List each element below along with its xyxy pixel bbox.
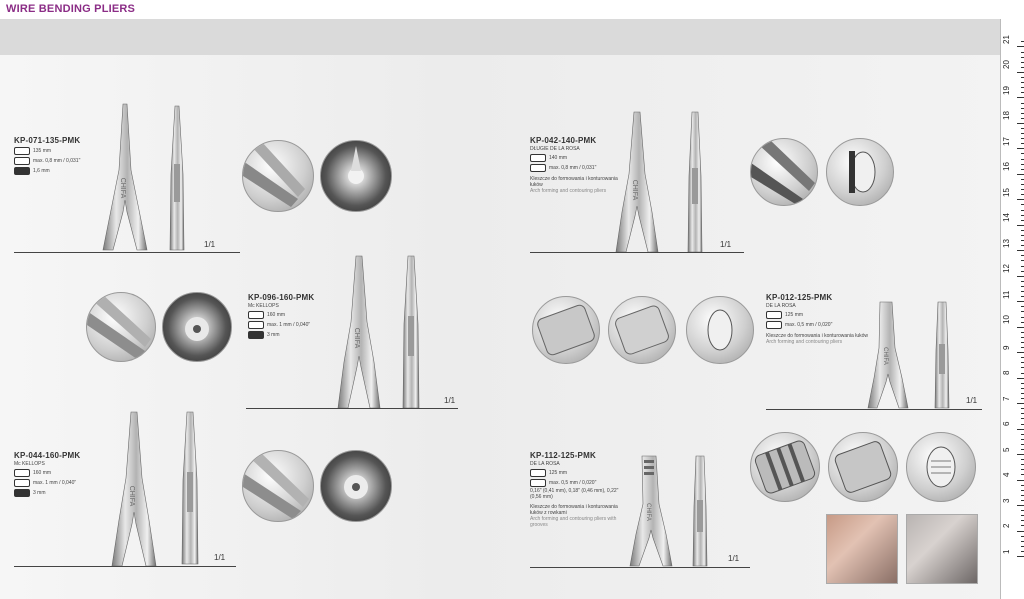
brand-mark: CHIFA [882, 347, 888, 365]
ruler-tick [1017, 403, 1024, 404]
description-pl: Kleszcze do formowania i konturowania łuków [766, 333, 868, 339]
brand-mark: CHIFA [645, 503, 651, 521]
ruler-label: 1 [1002, 549, 1011, 554]
plier-side-image [684, 110, 706, 254]
wire-icon [14, 157, 30, 165]
ruler-label: 17 [1002, 136, 1011, 146]
ruler-tick [1017, 72, 1024, 73]
scale-fraction: 1/1 [444, 396, 456, 405]
ruler-label: 10 [1002, 315, 1011, 325]
wire-icon [530, 479, 546, 487]
ruler-tick [1017, 480, 1024, 481]
tip-detail-image [532, 296, 600, 364]
ruler-tick [1017, 454, 1024, 455]
ruler-tick [1017, 352, 1024, 353]
ruler-tick [1017, 199, 1024, 200]
scale-fraction: 1/1 [966, 396, 978, 405]
tip-detail-image [86, 292, 156, 362]
description-pl: Kleszcze do formowania i konturowania łuków [530, 176, 618, 188]
ruler-tick [1017, 97, 1024, 98]
ruler-label: 4 [1002, 472, 1011, 478]
product-code: KP-042-140-PMK [530, 136, 597, 145]
product-kp-044 [14, 451, 114, 497]
product-kp-112 [530, 451, 630, 528]
wire-spec: max. 0,5 mm / 0,020" [530, 479, 630, 487]
ruler-tick [1017, 148, 1024, 149]
tip-side-detail-image [828, 432, 898, 502]
plier-side-image [166, 104, 188, 252]
ruler-tick [1017, 46, 1024, 47]
page-title: WIRE BENDING PLIERS [6, 3, 136, 15]
wire-spec: max. 0,8 mm / 0,031" [530, 164, 624, 172]
plier-side-image [932, 300, 952, 410]
wire-icon [248, 321, 264, 329]
header-band [0, 19, 1000, 55]
description-en: Arch forming and contouring pliers with grooves [530, 516, 617, 528]
length-spec: 160 mm [248, 311, 338, 319]
ruler-tick [1017, 531, 1024, 532]
ruler-label: 20 [1002, 60, 1011, 70]
product-subtitle: DE LA ROSA [530, 461, 560, 467]
scale-fraction: 1/1 [720, 240, 732, 249]
tip-detail-image [750, 138, 818, 206]
length-icon [766, 311, 782, 319]
ruler-label: 2 [1002, 523, 1011, 529]
divider-line [530, 252, 744, 253]
length-spec: 140 mm [530, 154, 624, 162]
divider-line [14, 566, 236, 567]
divider-line [766, 409, 982, 410]
ruler-tick [1017, 301, 1024, 302]
plier-front-image [608, 108, 666, 254]
length-icon [14, 147, 30, 155]
ruler-label: 19 [1002, 86, 1011, 95]
tip-diameter-icon [14, 489, 30, 497]
profile-detail-image [686, 296, 754, 364]
product-subtitle: DŁUGIE DE LA ROSA [530, 146, 580, 152]
length-spec: 125 mm [766, 311, 870, 319]
product-kp-096 [248, 293, 338, 339]
plier-front-image [864, 298, 912, 410]
ruler-tick [1017, 174, 1024, 175]
ruler-label: 21 [1002, 35, 1011, 44]
usage-photo [826, 514, 898, 584]
ruler-label: 15 [1002, 187, 1011, 197]
ruler-tick [1017, 429, 1024, 430]
description-en: Arch forming and contouring pliers [530, 188, 607, 194]
ruler-label: 16 [1002, 162, 1011, 172]
wire-spec: max. 1 mm / 0,040" [248, 321, 338, 329]
ruler-tick [1017, 556, 1024, 557]
ruler-label: 3 [1002, 498, 1011, 503]
wire-spec: max. 0,5 mm / 0,020" [766, 321, 870, 329]
ruler-label: 8 [1002, 370, 1011, 376]
wire-icon [14, 479, 30, 487]
ruler-tick [1017, 123, 1024, 124]
plier-side-image [178, 410, 202, 566]
ruler-label: 12 [1002, 264, 1011, 274]
length-icon [248, 311, 264, 319]
wire-icon [530, 164, 546, 172]
ruler-label: 14 [1002, 213, 1011, 223]
brand-mark: CHIFA [353, 327, 360, 349]
product-subtitle: Mc KELLOPS [14, 461, 45, 467]
length-spec: 125 mm [530, 469, 630, 477]
tip-detail-image [242, 450, 314, 522]
description-pl: Kleszcze do formowania i konturowania łuków z rowkami [530, 504, 618, 516]
brand-mark: CHIFA [128, 485, 135, 507]
length-spec: 135 mm [14, 147, 104, 155]
plier-front-image [330, 252, 388, 410]
wire-spec: max. 1 mm / 0,040" [14, 479, 114, 487]
tip-side-detail-image [608, 296, 676, 364]
ruler-tick [1017, 250, 1024, 251]
tip-spec: 1,6 mm [14, 167, 104, 175]
product-kp-071 [14, 136, 104, 175]
plier-front-image [626, 452, 676, 568]
product-code: KP-044-160-PMK [14, 451, 81, 460]
divider-line [246, 408, 458, 409]
ruler [1000, 19, 1024, 599]
profile-detail-image [826, 138, 894, 206]
plier-front-image [104, 408, 164, 568]
description-en: Arch forming and contouring pliers [766, 339, 843, 345]
tip-detail-image [242, 140, 314, 212]
product-code: KP-112-125-PMK [530, 451, 596, 460]
tip-spec: 3 mm [248, 331, 338, 339]
usage-photo [906, 514, 978, 584]
product-subtitle: DE LA ROSA [766, 303, 796, 309]
ruler-tick [1017, 327, 1024, 328]
product-code: KP-071-135-PMK [14, 136, 81, 145]
groove-sizes: 0,16" (0,41 mm), 0,18" (0,46 mm), 0,22" (0,56 mm) [530, 488, 619, 500]
length-spec: 160 mm [14, 469, 114, 477]
ruler-tick [1017, 276, 1024, 277]
groove-detail-image [750, 432, 820, 502]
plier-front-image [95, 100, 155, 252]
ruler-label: 18 [1002, 111, 1011, 121]
divider-line [530, 567, 750, 568]
product-code: KP-096-160-PMK [248, 293, 315, 302]
profile-detail-image [162, 292, 232, 362]
ruler-tick [1017, 378, 1024, 379]
length-icon [530, 469, 546, 477]
ruler-tick [1017, 505, 1024, 506]
profile-detail-image [320, 450, 392, 522]
wire-icon [766, 321, 782, 329]
profile-detail-image [320, 140, 392, 212]
tip-spec: 3 mm [14, 489, 114, 497]
profile-detail-image [906, 432, 976, 502]
ruler-label: 13 [1002, 238, 1011, 248]
ruler-label: 11 [1002, 290, 1011, 299]
ruler-label: 9 [1002, 345, 1011, 350]
scale-fraction: 1/1 [204, 240, 216, 249]
product-code: KP-012-125-PMK [766, 293, 833, 302]
product-kp-012 [766, 293, 870, 345]
ruler-label: 7 [1002, 396, 1011, 401]
length-icon [14, 469, 30, 477]
wire-spec: max. 0,8 mm / 0,031" [14, 157, 104, 165]
plier-side-image [690, 454, 710, 568]
length-icon [530, 154, 546, 162]
scale-fraction: 1/1 [728, 554, 740, 563]
brand-mark: CHIFA [119, 177, 126, 199]
divider-line [14, 252, 240, 253]
ruler-label: 6 [1002, 421, 1011, 427]
tip-diameter-icon [248, 331, 264, 339]
product-subtitle: Mc KELLOPS [248, 303, 279, 309]
scale-fraction: 1/1 [214, 553, 226, 562]
plier-side-image [399, 254, 423, 410]
ruler-tick [1017, 225, 1024, 226]
brand-mark: CHIFA [631, 179, 638, 201]
ruler-label: 5 [1002, 447, 1011, 452]
tip-diameter-icon [14, 167, 30, 175]
